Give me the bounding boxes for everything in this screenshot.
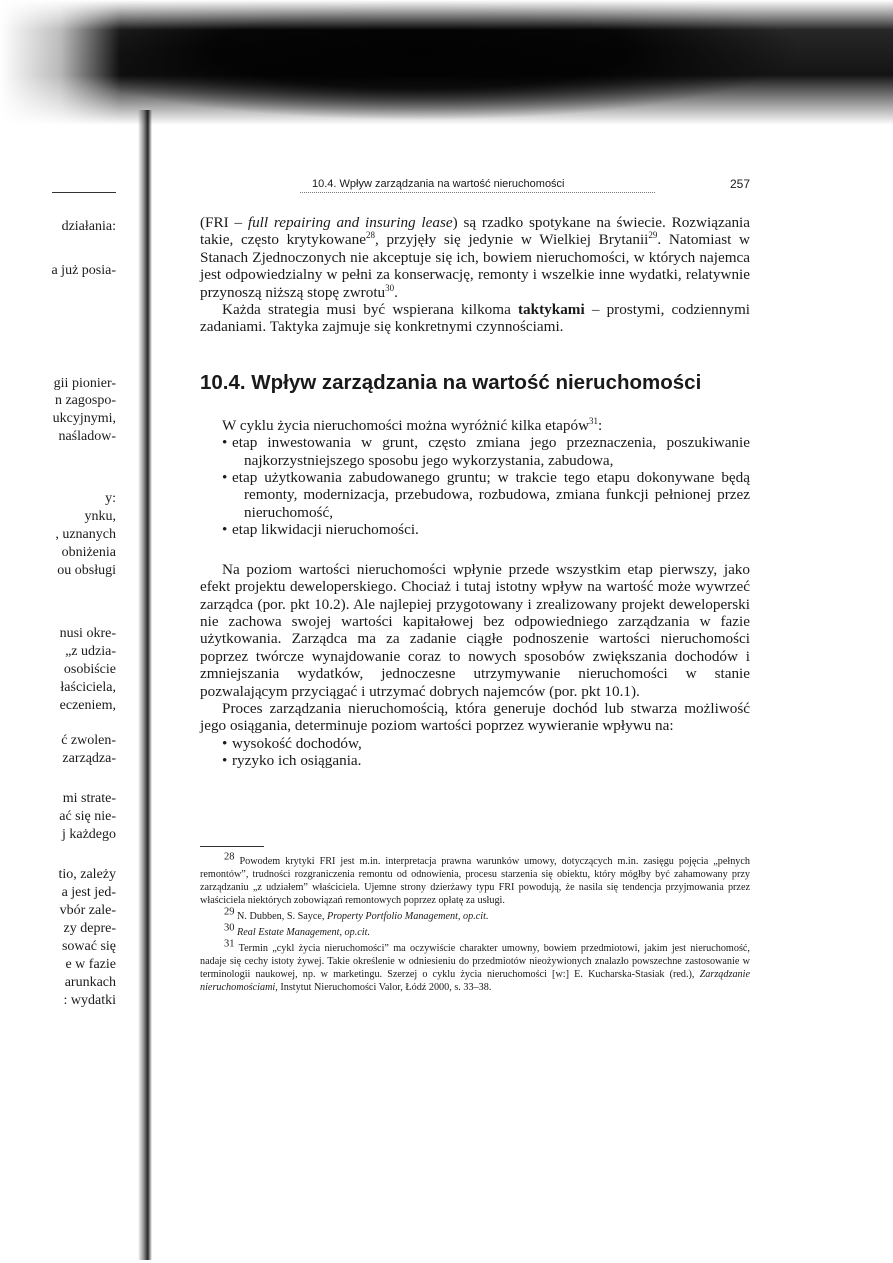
facing-line: j każdego (61, 827, 116, 842)
facing-line: a jest jed- (61, 885, 116, 900)
facing-line: ynku, (84, 509, 116, 524)
facing-line: nusi okre- (59, 626, 116, 641)
facing-line: osobiście (63, 662, 116, 677)
bold-term: taktykami (518, 301, 585, 319)
paragraph: (FRI – full repairing and insuring lease) są rzadko spotykane na świecie. Rozwiązania takie, często krytykowane$^{28}$, przyjęły się jedynie w Wielkiej Brytanii$^{29}$. Natomiast w Stanach Zjednoczonych nie akceptuje się ich, bowiem nieruchomości, w których najemca jest odpowiedzialny w pełni za konserwację, remonty i wszelkie inne wydatki, relatywnie przynoszą niższą stopę zwrotu$^{30}$. (200, 214, 751, 301)
facing-line: , uznanych (55, 527, 116, 542)
list-item: • etap użytkowania zabudowanego gruntu; w trakcie tego etapu dokonywane będą remonty, modernizacja, przebudowa, rozbudowa, zmiana funkcji pełnionej przez nieruchomość, (222, 469, 750, 521)
list-item: • wysokość dochodów, (222, 734, 362, 752)
facing-line: ć zwolen- (61, 733, 116, 748)
footnote-ref: 30 (385, 282, 395, 293)
footnote-number: 28 (224, 851, 235, 863)
paragraph: W cyklu życia nieruchomości można wyróżnić kilka etapów$^{31}$: (222, 415, 603, 434)
bullet-icon: • (222, 521, 228, 539)
list-item: • etap likwidacji nieruchomości. (222, 521, 419, 539)
section-heading: 10.4. Wpływ zarządzania na wartość nieruchomości (200, 370, 702, 394)
facing-line: n zagospo- (54, 393, 116, 408)
book-gutter (138, 110, 152, 1260)
footnote-29: $^{29}$ N. Dubben, S. Sayce, Property Portfolio Management, op.cit. (224, 906, 489, 922)
page-body (200, 214, 750, 770)
footnote-number: 30 (224, 922, 235, 934)
list-item: • ryzyko ich osiągania. (222, 752, 362, 770)
footnotes (200, 851, 750, 997)
facing-line: a już posia- (51, 263, 116, 278)
footnote-ref: 29 (648, 230, 658, 241)
running-header-title: 10.4. Wpływ zarządzania na wartość nieruchomości (312, 178, 565, 190)
facing-line: ukcyjnymi, (52, 411, 116, 426)
footnote-ref: 28 (365, 230, 375, 241)
facing-line: „z udzia- (65, 644, 116, 659)
facing-line: ou obsługi (57, 563, 116, 578)
facing-line: y: (105, 491, 116, 506)
facing-page-fragment (22, 0, 140, 1263)
paragraph: Na poziom wartości nieruchomości wpłynie przede wszystkim etap pierwszy, jako efekt projektu deweloperskiego. Chociaż i tutaj istotny wpływ na wartość może wywrzeć zarządca (por. pkt 10.2). Ale najlepiej przygotowany i zrealizowany projekt deweloperski nie zachowa swojej wartości kapitałowej bez odpowiedniego zarządzania w fazie użytkowania. Zarządca ma za zadanie ciągłe podnoszenie wartości nieruchomości poprzez twórcze wynajdowanie coraz to nowych sposobów zwiększania dochodów i zmniejszania wydatków, jednoczesne utrzymywanie nieruchomości w stanie pozwalającym przyciągać i utrzymać dobrych najemców (por. pkt 10.1). (200, 560, 750, 700)
facing-line: obniżenia (61, 545, 116, 560)
facing-line: działania: (61, 219, 116, 234)
facing-line: łaściciela, (60, 680, 116, 695)
footnote-rule (200, 846, 264, 847)
list-item: • etap inwestowania w grunt, często zmiana jego przeznaczenia, poszukiwanie najkorzystniejszego sposobu jego wykorzystania, zabudowa, (222, 434, 750, 469)
footnote-ref: 31 (589, 415, 599, 426)
italic-term: full repairing and insuring lease (247, 214, 453, 231)
facing-line: gii pionier- (53, 376, 116, 391)
page-number: 257 (729, 177, 750, 191)
footnote-number: 31 (224, 938, 235, 950)
bullet-icon: • (222, 434, 228, 452)
footnote-30: $^{30}$ Real Estate Management, op.cit. (224, 922, 371, 938)
footnote-31: $^{31}$ Termin „cykl życia nieruchomości” ma oczywiście charakter umowny, bowiem przedmiotowi, jakim jest nieruchomość, nadaje się cechy istoty żywej. Takie określenie w odniesieniu do przedmiotów nieożywionych znalazło powszechne zastosowanie w terminologii naukowej, np. w marketingu. Szerzej o cyklu życia nieruchomości [w:] E. Kucharska-Stasiak (red.), Zarządzanie nieruchomościami, Instytut Nieruchomości Valor, Łódź 2000, s. 33–38. (200, 938, 750, 993)
spacer (200, 539, 750, 561)
facing-line: e w fazie (65, 957, 116, 972)
facing-line: tio, zależy (58, 867, 116, 882)
facing-line: sować się (61, 939, 116, 954)
bullet-icon: • (222, 469, 228, 487)
facing-line: mi strate- (62, 791, 116, 806)
facing-line: arunkach (64, 975, 116, 990)
facing-line: zy depre- (63, 921, 116, 936)
paragraph: Proces zarządzania nieruchomością, która generuje dochód lub stwarza możliwość jego osiągania, determinuje poziom wartości poprzez wywieranie wpływu na: (200, 699, 750, 735)
facing-line: ać się nie- (59, 809, 116, 824)
footnote-number: 29 (224, 906, 235, 918)
facing-page-rule (52, 192, 116, 193)
bullet-icon: • (222, 734, 228, 752)
header-rule (300, 192, 655, 193)
footnote-28: $^{28}$ Powodem krytyki FRI jest m.in. interpretacja prawna warunków umowy, dotyczących m.in. zasięgu pojęcia „pełnych remontów”, trudności rozgraniczenia remontu od odnowienia, procesu starzenia się obiektu, który mógłby być zahamowany przy zarządzaniu „z udziałem” właściciela. Ujemne strony dzierżawy typu FRI powodują, że nasila się tendencja przyjmowania przez właściciela niektórych zobowiązań remontowych poprzez opłatę za usługi. (200, 851, 750, 906)
facing-line: naśladow- (58, 429, 116, 444)
facing-line: : wydatki (63, 993, 116, 1008)
facing-line: zarządza- (62, 751, 116, 766)
running-header (200, 178, 750, 194)
bullet-icon: • (222, 752, 228, 770)
facing-line: vbór zale- (59, 903, 116, 918)
facing-line: eczeniem, (59, 698, 116, 713)
paragraph: Każda strategia musi być wspierana kilkoma taktykami – prostymi, codziennymi zadaniami. Taktyka zajmuje się konkretnymi czynnościami. (200, 301, 750, 336)
